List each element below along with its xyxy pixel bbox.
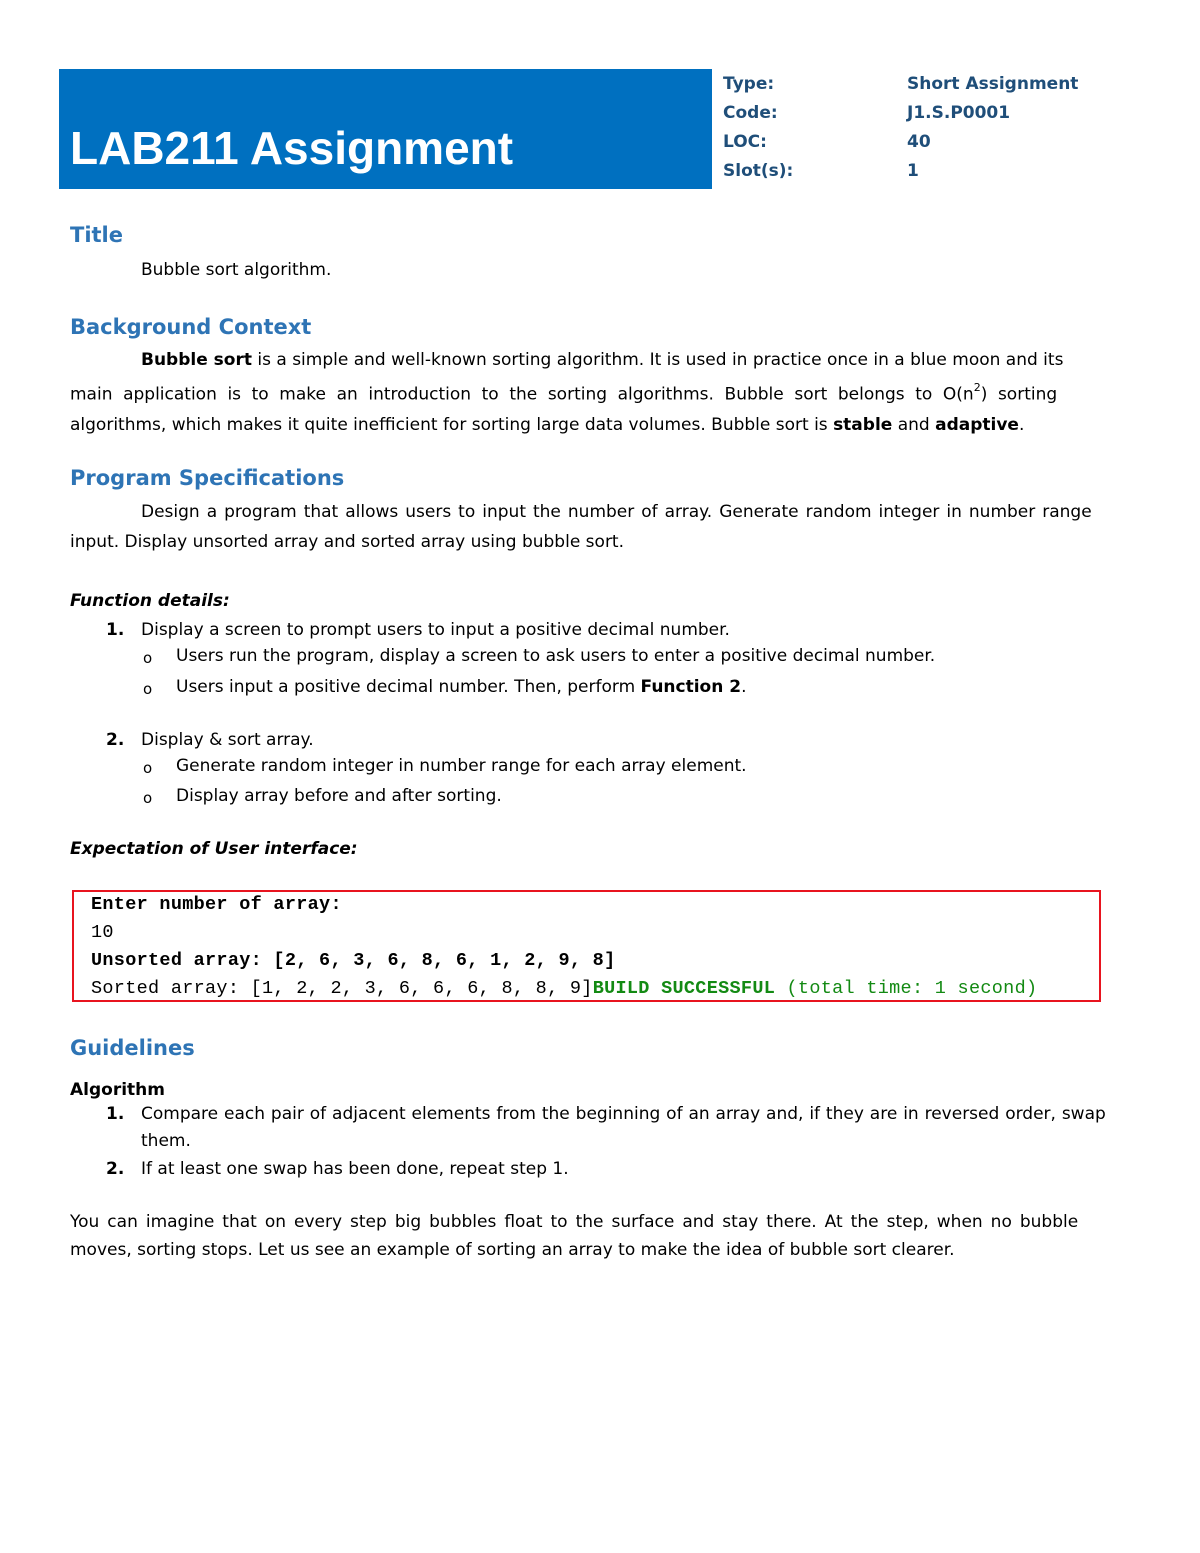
bullet-icon: o <box>143 649 153 667</box>
function-1-number: 1. <box>106 620 125 640</box>
background-line-2 <box>70 375 1129 410</box>
function-2-ref: Function 2 <box>640 677 742 697</box>
step-1-num-text: 1. <box>106 1104 125 1124</box>
exponent: 2 <box>973 381 981 394</box>
header-banner <box>59 69 712 189</box>
background-heading: Background Context <box>70 315 312 339</box>
build-status: BUILD SUCCESSFUL <box>592 978 776 999</box>
console-line-sorted <box>91 978 1037 999</box>
meta-label: Code: <box>723 103 778 123</box>
specs-paragraph <box>70 497 1129 557</box>
function-1-sub-2-a: Users input a positive decimal number. Then, perform <box>176 677 641 697</box>
bubble-sort-term: Bubble sort <box>141 350 252 370</box>
function-2-number: 2. <box>106 730 125 750</box>
meta-value: Short Assignment <box>907 74 1079 94</box>
title-text-line: Bubble sort algorithm. <box>141 260 332 280</box>
step-1-line-1: Compare each pair of adjacent elements from the beginning of an array and, if they are in reversed order, swap <box>141 1104 1106 1124</box>
meta-value: J1.S.P0001 <box>907 103 1011 123</box>
console-line-unsorted: Unsorted array: [2, 6, 3, 6, 8, 6, 1, 2, 9, 8] <box>91 950 616 971</box>
background-line-1-rest: is a simple and well-known sorting algorithm. It is used in practice once in a blue moon and its <box>251 350 1064 370</box>
guidelines-line-2: moves, sorting stops. Let us see an example of sorting an array to make the idea of bubble sort clearer. <box>70 1240 955 1260</box>
function-1-sub-2-end: . <box>741 677 747 697</box>
background-line-2-a: main application is to make an introduction to the sorting algorithms. Bubble sort belongs to O(n <box>70 384 974 405</box>
function-2-sub-1: Generate random integer in number range for each array element. <box>176 756 747 776</box>
build-time: (total time: 1 second) <box>775 978 1038 999</box>
bullet-icon: o <box>143 789 153 807</box>
function-details-label: Function details: <box>70 591 230 611</box>
function-2-text: Display & sort array. <box>141 730 314 750</box>
meta-row-slots <box>723 161 1183 190</box>
step-2-number: 2. <box>106 1159 125 1179</box>
meta-row-code <box>723 103 1183 132</box>
page-title: LAB211 Assignment <box>70 122 514 174</box>
stable-term: stable <box>833 414 893 435</box>
step-1-line-2: them. <box>141 1131 191 1151</box>
step-2-text: If at least one swap has been done, repeat step 1. <box>141 1159 569 1179</box>
sorted-array-text: Sorted array: [1, 2, 2, 3, 6, 6, 6, 8, 8, 9] <box>91 978 593 999</box>
meta-row-type <box>723 74 1183 103</box>
ui-expectation-label: Expectation of User interface: <box>70 839 358 859</box>
and-word: and <box>892 414 936 435</box>
background-line-2-b: ) sorting <box>980 384 1058 405</box>
function-1-sub-1: Users run the program, display a screen to ask users to enter a positive decimal number. <box>176 646 936 666</box>
specs-line-2: input. Display unsorted array and sorted array using bubble sort. <box>70 532 625 552</box>
console-line-input: 10 <box>91 922 114 943</box>
meta-label: LOC: <box>723 132 767 152</box>
bullet-icon: o <box>143 680 153 698</box>
step-1-number <box>106 1104 124 1124</box>
background-line-3 <box>70 410 1129 440</box>
meta-label: Slot(s): <box>723 161 794 181</box>
background-line-3-a: algorithms, which makes it quite inefficient for sorting large data volumes. Bubble sort is <box>70 414 834 435</box>
console-output-box <box>72 890 1101 1002</box>
adaptive-term: adaptive <box>935 414 1019 435</box>
background-line-1 <box>70 345 1129 375</box>
meta-value: 1 <box>907 161 919 181</box>
function-1-text: Display a screen to prompt users to input a positive decimal number. <box>141 620 730 640</box>
specs-heading: Program Specifications <box>70 466 345 490</box>
meta-row-loc <box>723 132 1183 161</box>
guidelines-paragraph <box>70 1208 1129 1264</box>
function-2-sub-2: Display array before and after sorting. <box>176 786 502 806</box>
specs-line-1: Design a program that allows users to input the number of array. Generate random integer in number range <box>141 502 1092 522</box>
background-paragraph <box>70 345 1129 440</box>
title-text <box>141 255 331 285</box>
console-line-prompt: Enter number of array: <box>91 894 342 915</box>
meta-label: Type: <box>723 74 775 94</box>
title-heading: Title <box>70 223 124 247</box>
algorithm-label: Algorithm <box>70 1080 165 1100</box>
guidelines-line-1: You can imagine that on every step big bubbles float to the surface and stay there. At the step, when no bubble <box>70 1212 1079 1232</box>
meta-value: 40 <box>907 132 931 152</box>
guidelines-heading: Guidelines <box>70 1036 195 1060</box>
bullet-icon: o <box>143 759 153 777</box>
function-1-sub-2 <box>176 677 746 697</box>
step-1-text <box>141 1101 1106 1155</box>
period: . <box>1018 414 1025 435</box>
